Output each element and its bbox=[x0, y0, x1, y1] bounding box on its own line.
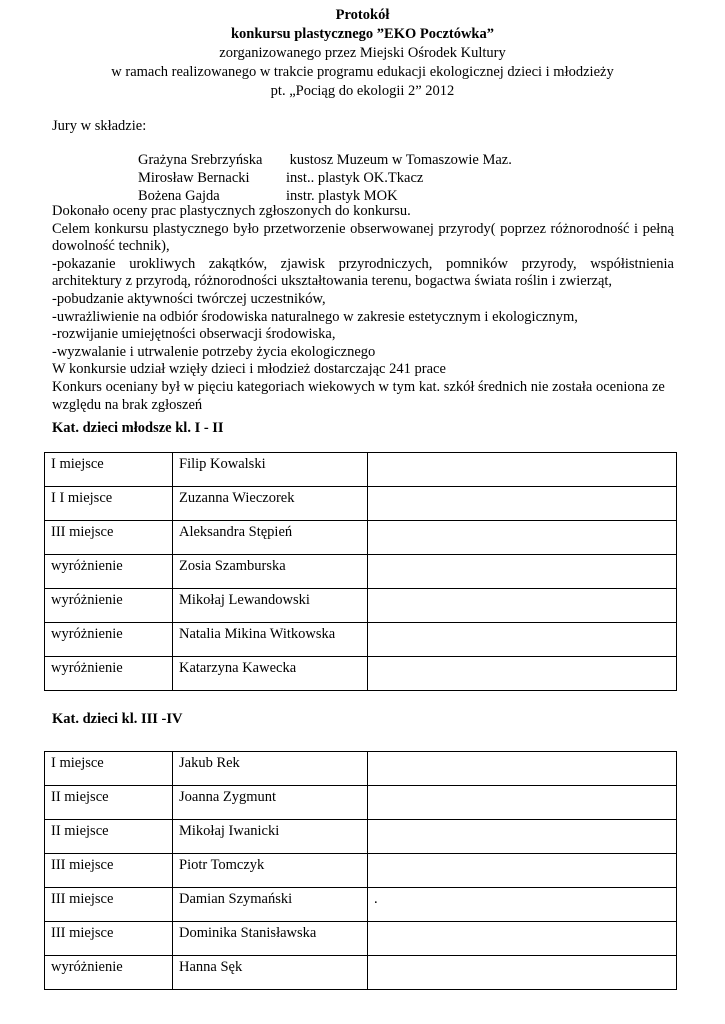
jury-member-role: inst.. plastyk OK.Tkacz bbox=[286, 170, 424, 186]
table-row bbox=[45, 589, 677, 623]
table-row bbox=[45, 521, 677, 555]
place-cell: wyróżnienie bbox=[45, 956, 173, 990]
place-cell: wyróżnienie bbox=[45, 657, 173, 691]
note-cell bbox=[368, 956, 677, 990]
organizer-line: zorganizowanego przez Miejski Ośrodek Kultury bbox=[219, 45, 506, 61]
body-text bbox=[52, 203, 674, 414]
body-line: -rozwijanie umiejętności obserwacji środowiska, bbox=[52, 326, 336, 343]
note-cell bbox=[368, 555, 677, 589]
note-cell bbox=[368, 922, 677, 956]
name-cell: Mikołaj Iwanicki bbox=[173, 820, 368, 854]
name-cell: Zosia Szamburska bbox=[173, 555, 368, 589]
table-row bbox=[45, 922, 677, 956]
category-title: Kat. dzieci młodsze kl. I - II bbox=[52, 420, 224, 436]
name-cell: Aleksandra Stępień bbox=[173, 521, 368, 555]
table-row bbox=[45, 956, 677, 990]
results-table bbox=[44, 751, 677, 990]
note-cell bbox=[368, 521, 677, 555]
name-cell: Dominika Stanisławska bbox=[173, 922, 368, 956]
body-line: W konkursie udział wzięły dzieci i młodzież dostarczając 241 prace bbox=[52, 361, 446, 378]
note-cell bbox=[368, 453, 677, 487]
name-cell: Damian Szymański bbox=[173, 888, 368, 922]
table-row bbox=[45, 820, 677, 854]
document-title: Protokół bbox=[335, 7, 390, 23]
body-line: -uwrażliwienie na odbiór środowiska naturalnego w zakresie estetycznym i ekologicznym, bbox=[52, 308, 578, 325]
place-cell: I I miejsce bbox=[45, 487, 173, 521]
table-row bbox=[45, 555, 677, 589]
name-cell: Katarzyna Kawecka bbox=[173, 657, 368, 691]
jury-member-name: Grażyna Srebrzyńska bbox=[138, 152, 263, 168]
table-row bbox=[45, 623, 677, 657]
body-line: -wyzwalanie i utrwalenie potrzeby życia ekologicznego bbox=[52, 343, 376, 360]
results-table bbox=[44, 452, 677, 691]
place-cell: wyróżnienie bbox=[45, 555, 173, 589]
place-cell: II miejsce bbox=[45, 820, 173, 854]
place-cell: III miejsce bbox=[45, 854, 173, 888]
name-cell: Hanna Sęk bbox=[173, 956, 368, 990]
table-row bbox=[45, 854, 677, 888]
note-cell bbox=[368, 487, 677, 521]
body-line: -pokazanie urokliwych zakątków, zjawisk przyrodniczych, pomników przyrody, współistnienia bbox=[52, 255, 674, 272]
note-cell bbox=[368, 854, 677, 888]
body-line: dowolność technik), bbox=[52, 238, 170, 255]
note-cell: . bbox=[368, 888, 677, 922]
table-row bbox=[45, 453, 677, 487]
jury-list bbox=[138, 151, 512, 205]
place-cell: I miejsce bbox=[45, 752, 173, 786]
body-line: -pobudzanie aktywności twórczej uczestników, bbox=[52, 290, 326, 307]
document-subtitle: konkursu plastycznego ”EKO Pocztówka” bbox=[230, 26, 495, 42]
place-cell: wyróżnienie bbox=[45, 623, 173, 657]
jury-member-role: instr. plastyk MOK bbox=[286, 188, 398, 204]
table-row bbox=[45, 657, 677, 691]
place-cell: III miejsce bbox=[45, 922, 173, 956]
name-cell: Mikołaj Lewandowski bbox=[173, 589, 368, 623]
table-row bbox=[45, 786, 677, 820]
program-name-line: pt. „Pociąg do ekologii 2” 2012 bbox=[270, 83, 455, 99]
jury-member-name: Mirosław Bernacki bbox=[138, 170, 250, 186]
note-cell bbox=[368, 752, 677, 786]
body-line: Konkurs oceniany był w pięciu kategoriach wiekowych w tym kat. szkół średnich nie została oceniona ze bbox=[52, 378, 665, 395]
body-line: względu na brak zgłoszeń bbox=[52, 396, 203, 413]
jury-member-name: Bożena Gajda bbox=[138, 188, 220, 204]
document-header bbox=[0, 6, 725, 101]
place-cell: I miejsce bbox=[45, 453, 173, 487]
name-cell: Jakub Rek bbox=[173, 752, 368, 786]
note-cell bbox=[368, 589, 677, 623]
jury-member-role: kustosz Muzeum w Tomaszowie Maz. bbox=[286, 152, 512, 168]
name-cell: Zuzanna Wieczorek bbox=[173, 487, 368, 521]
jury-member bbox=[138, 151, 512, 169]
note-cell bbox=[368, 786, 677, 820]
name-cell: Joanna Zygmunt bbox=[173, 786, 368, 820]
place-cell: II miejsce bbox=[45, 786, 173, 820]
name-cell: Filip Kowalski bbox=[173, 453, 368, 487]
name-cell: Piotr Tomczyk bbox=[173, 854, 368, 888]
note-cell bbox=[368, 623, 677, 657]
category-title: Kat. dzieci kl. III -IV bbox=[52, 711, 183, 727]
body-line: Celem konkursu plastycznego było przetworzenie obserwowanej przyrody( poprzez różnorodność i pełną bbox=[52, 220, 674, 237]
name-cell: Natalia Mikina Witkowska bbox=[173, 623, 368, 657]
place-cell: III miejsce bbox=[45, 888, 173, 922]
table-row bbox=[45, 752, 677, 786]
jury-member bbox=[138, 169, 512, 187]
note-cell bbox=[368, 820, 677, 854]
place-cell: wyróżnienie bbox=[45, 589, 173, 623]
jury-label: Jury w składzie: bbox=[52, 118, 147, 134]
place-cell: III miejsce bbox=[45, 521, 173, 555]
note-cell bbox=[368, 657, 677, 691]
program-line: w ramach realizowanego w trakcie programu edukacji ekologicznej dzieci i młodzieży bbox=[111, 64, 614, 80]
body-line: Dokonało oceny prac plastycznych zgłoszonych do konkursu. bbox=[52, 203, 411, 219]
body-line: architektury z przyrodą, różnorodności ukształtowania terenu, bogactwa świata roślin i zwierząt, bbox=[52, 273, 613, 290]
table-row bbox=[45, 888, 677, 922]
table-row bbox=[45, 487, 677, 521]
